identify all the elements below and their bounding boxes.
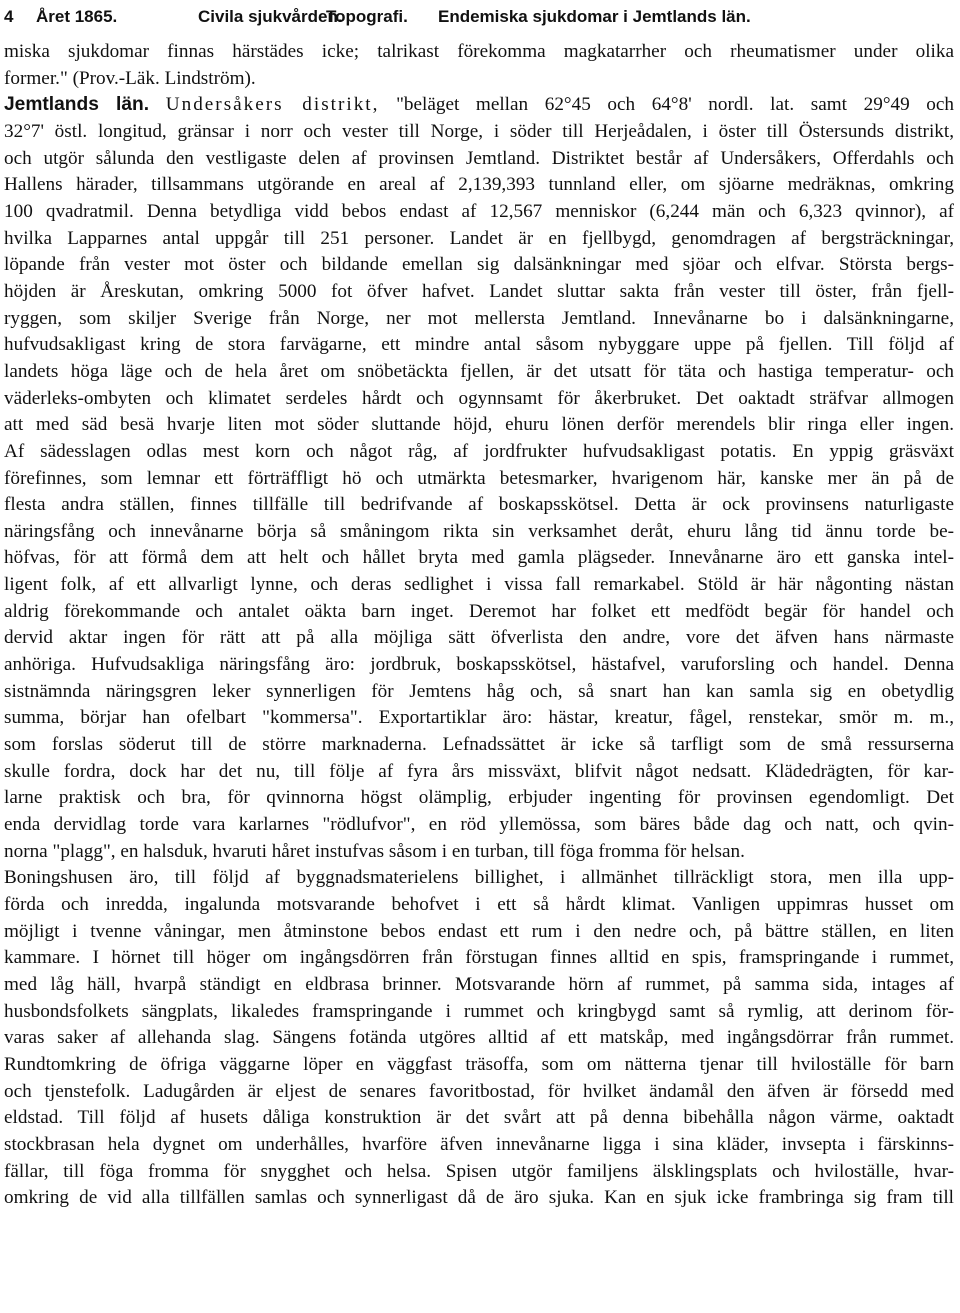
- text-line: landets höga läge och de hela året om snöbetäckta fjellen, är det utsatt för täta och hastiga temperatur- och: [4, 360, 954, 382]
- text-line: förda och inredda, ingalunda motsvarande behofvet i ett så hårdt klimat. Vanligen uppimras husset om: [4, 894, 954, 915]
- text-line: eldstad. Till följd af husets dåliga konstruktion är det svårt att på denna bibehålla någon värme, oaktadt: [4, 1107, 954, 1129]
- text-line: ligent folk, af ett allvarligt lynne, och deras sedlighet i vissa fall remarkabel. Stöld är här någonting nästan: [4, 574, 954, 596]
- text-line: anhöriga. Hufvudsakliga näringsfång äro: jordbruk, boskapsskötsel, hästafvel, varuforsling och handel. Denna: [4, 654, 954, 676]
- text-line: hvilka Lapparnes antal uppgår till 251 personer. Landet är en fjellbygd, genomdragen af bergsträckningar,: [4, 227, 954, 249]
- district-location: "beläget mellan 62°45 och 64°8' nordl. lat. samt 29°49 och: [396, 94, 954, 116]
- text-line: Rundtomkring de öfriga väggarne löper en väggfast träsoffa, som om nätterna tjenar till hviloställe för barn: [4, 1053, 954, 1075]
- text-line: och tjenstefolk. Ladugården är eljest de senares favoritbostad, för hvilket ändamål den äfven är försedd med: [4, 1080, 954, 1102]
- page-number: 4: [4, 7, 14, 26]
- header-year: Året 1865.: [36, 7, 118, 26]
- text-line: 32°7' östl. longitud, gränsar i norr och vester till Norge, i söder till Herjeådalen, i öster till Östersunds distrikt,: [4, 120, 954, 142]
- text-line: höfvas, för att förmå dem att helt och hållet bryta med gamla plägseder. Innevånarne äro ett ganska intel-: [4, 547, 954, 569]
- text-line: som forslas söderut till de större marknaderna. Lefnadssättet är icke så tarfligt som de små ressurserna: [4, 734, 954, 756]
- text-line: varas saker af allehanda slag. Sängens fotända utgöres alltid af ett matskåp, med ingångsdörrar från rummet.: [4, 1027, 954, 1049]
- text-line: och utgör sålunda den vestligaste delen af provinsen Jemtland. Distriktet består af Undersåkers, Offerdahls och: [4, 147, 954, 169]
- text-line: med låg häll, hvarpå ständigt en eldbrasa brinner. Motsvarande hörn af rummet, på samma sida, intages af: [4, 973, 954, 995]
- text-line: dervid aktar ingen för rätt att på alla möjliga sätt öfverlista den andre, vore det äfven hans närmaste: [4, 627, 954, 649]
- header-topic: Topografi.: [326, 7, 408, 26]
- header-subject: Endemiska sjukdomar i Jemtlands län.: [438, 7, 751, 26]
- body-text: [4, 39, 954, 1212]
- text-line: enda dervidlag torde vara karlarnes "rödlufvor", en röd yllemössa, som bäres både dag och natt, och qvin-: [4, 814, 954, 836]
- text-line: hufvudsakligast kring de stora farvägarne, ett mindre antal såsom nybyggare uppe på fjellen. Till följd af: [4, 334, 954, 356]
- text-line: näringsfång och innevånarne börja så småningom rikta sin verksamhet deråt, ehuru lång tid ännu torde be-: [4, 520, 954, 542]
- text-line: förefinnes, som lemnar ett förträffligt hö och utmärkta betesmarker, hvarigenom här, kanske mer än på de: [4, 467, 954, 489]
- text-line: aldrig förekommande och antalet oäkta barn inget. Deremot har folket ett medfödt begär för handel och: [4, 600, 954, 622]
- text-line: flesta andra ställen, finnes tillfälle till bedrifvande af boskapsskötsel. Detta är ock provinsens naturligaste: [4, 494, 954, 516]
- text-line: norna "plagg", en halsduk, hvaruti håret instufvas såsom i en turban, till föga fromma för helsan.: [4, 840, 745, 862]
- text-line: husbondsfolkets sängplats, likaledes framspringande i rummet och kringbygd samt så rymlig, att derinom för-: [4, 1000, 954, 1022]
- text-line-district-heading: [4, 92, 954, 119]
- text-line: Hallens härader, tillsammans utgörande en areal af 2,139,393 tunnland eller, om sjöarne medräknas, omkring: [4, 174, 954, 196]
- text-line: att med säd besä hvarje liten mot söder sluttande höjd, ehuru lönen derför merendels blir ringa eller ingen.: [4, 414, 954, 436]
- text-line: summa, börjar han ofelbart "kommersa". Exportartiklar äro: hästar, kreatur, fågel, renstekar, smör m. m.,: [4, 707, 954, 729]
- text-line: höjden är Åreskutan, omkring 5000 fot öfver hafvet. Landet sluttar sakta från vester till öster, från fjell-: [4, 280, 954, 302]
- text-line: kammare. I hörnet till höger om ingångsdörren från förstugan finnes alltid en spis, framspringande i rummet,: [4, 947, 954, 969]
- county-heading: Jemtlands län.: [4, 94, 150, 116]
- text-line: miska sjukdomar finnas härstädes icke; talrikast förekomma magkatarrher och rheumatismer under olika: [4, 41, 954, 62]
- text-line: Af sädesslagen odlas mest korn och något råg, af jordfrukter hufvudsakligast potatis. En yppig gräsväxt: [4, 440, 954, 462]
- text-line: omkring de vid alla tillfällen samlas och synnerligast då de äro sjuka. Kan en sjuk icke frambringa sig fram till: [4, 1187, 954, 1209]
- text-line: ryggen, som skiljer Sverige från Norge, ner mot mellersta Jemtland. Innevånarne bo i dalsänkningarne,: [4, 307, 954, 329]
- text-line: möjligt i tvenne våningar, men åtminstone bebos endast ett rum i den nedre och, på bättre ställen, en liten: [4, 920, 954, 942]
- text-line: fällar, till föga fromma för snygghet och helsa. Spisen utgör familjens älsklingsplats och hviloställe, hvar-: [4, 1160, 954, 1182]
- text-line: sistnämnda näringsgren leker synnerligen för Jemtens håg och, så snart han kan samla sig en obetydlig: [4, 680, 954, 702]
- text-line: skulle fordra, dock har det nu, till följe af fyra års missväxt, blifvit något nedsatt. Klädedrägten, för kar-: [4, 760, 954, 782]
- header-section: Civila sjukvården.: [198, 7, 343, 26]
- text-line: Boningshusen äro, till följd af byggnadsmaterielens billighet, i allmänhet tillräckligt stora, men illa upp-: [4, 867, 954, 889]
- text-line: larne praktisk och bra, för qvinnorna högst olämplig, erbjuder ingenting för provinsen egendomligt. Det: [4, 787, 954, 809]
- text-line: former." (Prov.-Läk. Lindström).: [4, 67, 256, 89]
- text-line: löpande från vester mot öster och bildande emellan sig dalsänkningar med sjöar och elfvar. Största bergs-: [4, 254, 954, 276]
- text-line: 100 qvadratmil. Denna betydliga vidd bebos endast af 12,567 menniskor (6,244 män och 6,323 qvinnor), af: [4, 200, 954, 222]
- text-line: väderleks-ombyten och klimatet serdeles hårdt och ogynnsamt för åkerbruket. Det oaktadt sträfvar allmogen: [4, 387, 954, 409]
- text-line: stockbrasan hela dygnet om underhålles, hvarföre äfven innevånarne ligga i sina kläder, invsepta i färskinns-: [4, 1133, 954, 1155]
- running-header: [4, 4, 954, 30]
- district-heading: Undersåkers distrikt,: [165, 94, 380, 116]
